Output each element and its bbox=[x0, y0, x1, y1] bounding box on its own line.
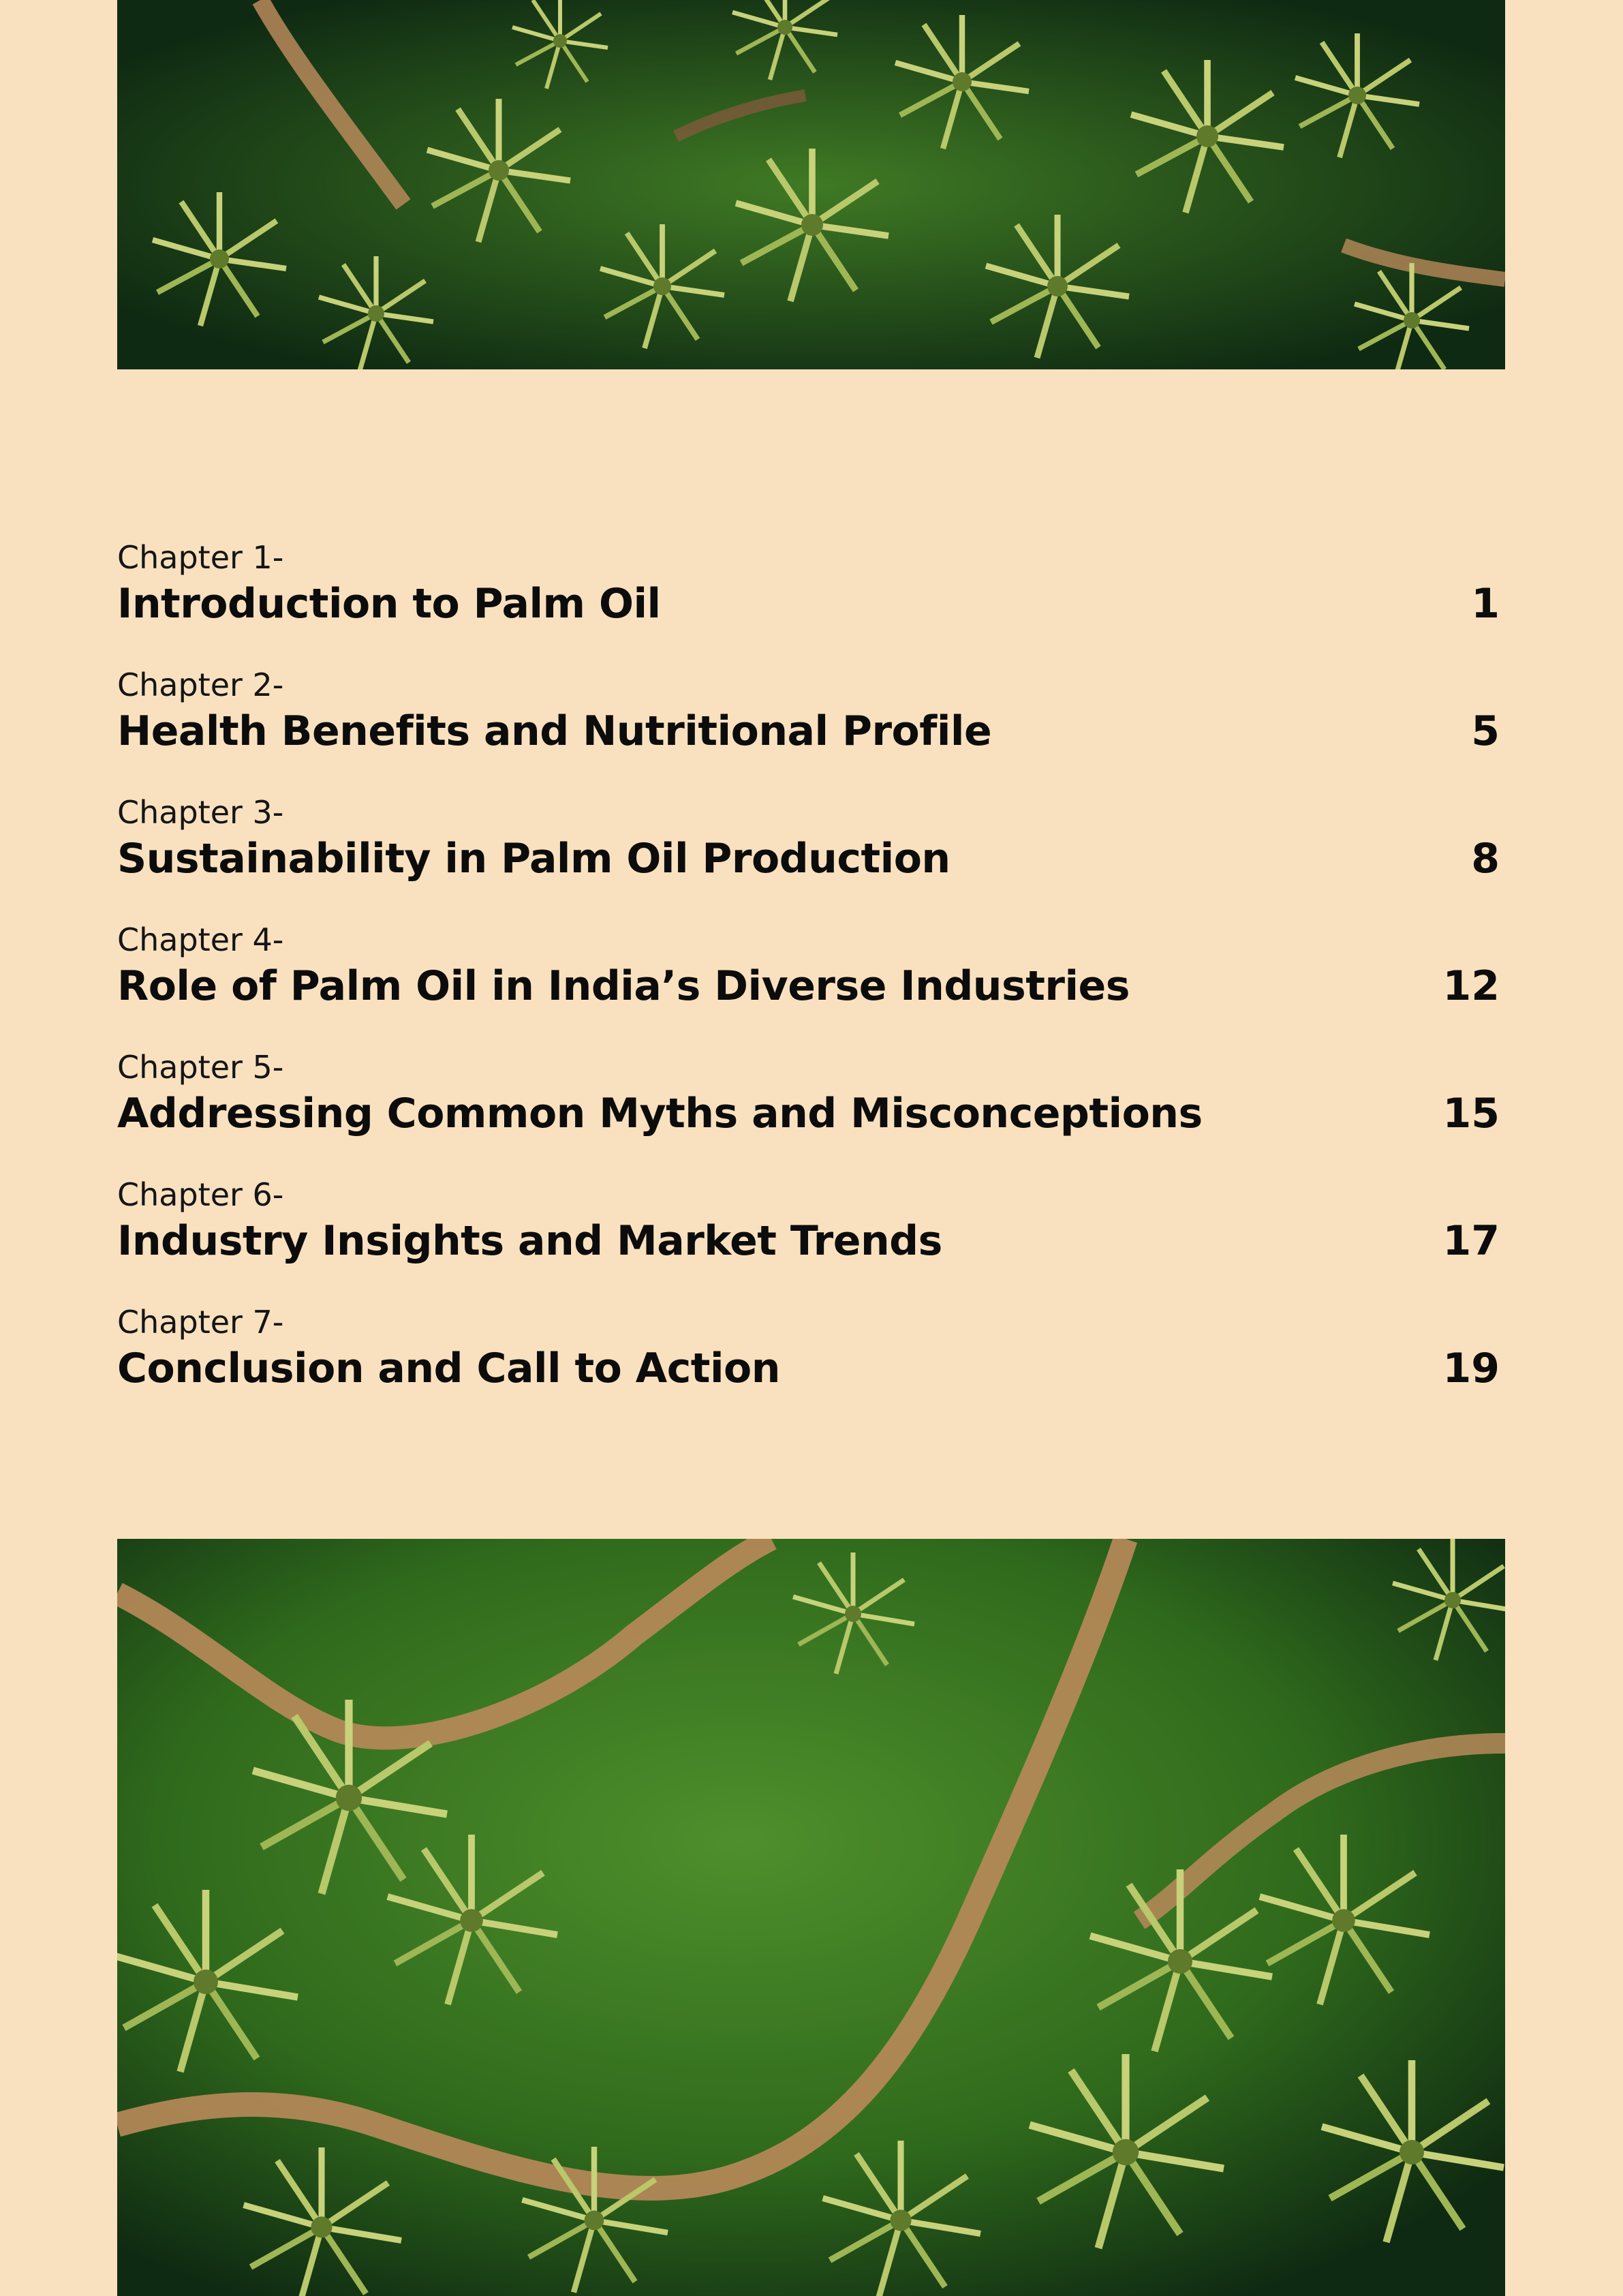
chapter-label: Chapter 4- bbox=[117, 921, 284, 958]
chapter-label: Chapter 6- bbox=[117, 1176, 284, 1213]
chapter-title: Introduction to Palm Oil bbox=[117, 580, 661, 628]
chapter-title: Industry Insights and Market Trends bbox=[117, 1217, 942, 1265]
aerial-palm-plantation-photo-bottom bbox=[117, 1539, 1505, 2296]
toc-entry-4[interactable] bbox=[117, 921, 1505, 1048]
page-number: 5 bbox=[1471, 707, 1500, 755]
page-number: 17 bbox=[1442, 1217, 1500, 1265]
page-number: 1 bbox=[1471, 580, 1500, 628]
toc-entry-1[interactable] bbox=[117, 538, 1505, 666]
chapter-label: Chapter 5- bbox=[117, 1049, 284, 1086]
chapter-label: Chapter 2- bbox=[117, 667, 284, 703]
page-number: 8 bbox=[1471, 835, 1500, 883]
chapter-title: Addressing Common Myths and Misconceptions bbox=[117, 1090, 1203, 1137]
chapter-label: Chapter 7- bbox=[117, 1304, 284, 1341]
toc-entry-6[interactable] bbox=[117, 1176, 1505, 1303]
chapter-label: Chapter 3- bbox=[117, 794, 284, 831]
palm-canopy-illustration bbox=[117, 0, 1505, 369]
toc-entry-2[interactable] bbox=[117, 666, 1505, 793]
chapter-title: Conclusion and Call to Action bbox=[117, 1345, 780, 1392]
chapter-title: Role of Palm Oil in India’s Diverse Industries bbox=[117, 962, 1130, 1010]
chapter-label: Chapter 1- bbox=[117, 539, 284, 576]
toc-entry-7[interactable] bbox=[117, 1303, 1505, 1430]
palm-canopy-paths-illustration bbox=[117, 1539, 1505, 2296]
table-of-contents bbox=[117, 538, 1505, 1430]
chapter-title: Health Benefits and Nutritional Profile bbox=[117, 707, 992, 755]
page-number: 19 bbox=[1442, 1345, 1500, 1392]
toc-entry-5[interactable] bbox=[117, 1048, 1505, 1176]
aerial-palm-plantation-photo-top bbox=[117, 0, 1505, 369]
page-number: 12 bbox=[1442, 962, 1500, 1010]
toc-entry-3[interactable] bbox=[117, 793, 1505, 921]
page-number: 15 bbox=[1442, 1090, 1500, 1137]
chapter-title: Sustainability in Palm Oil Production bbox=[117, 835, 950, 883]
